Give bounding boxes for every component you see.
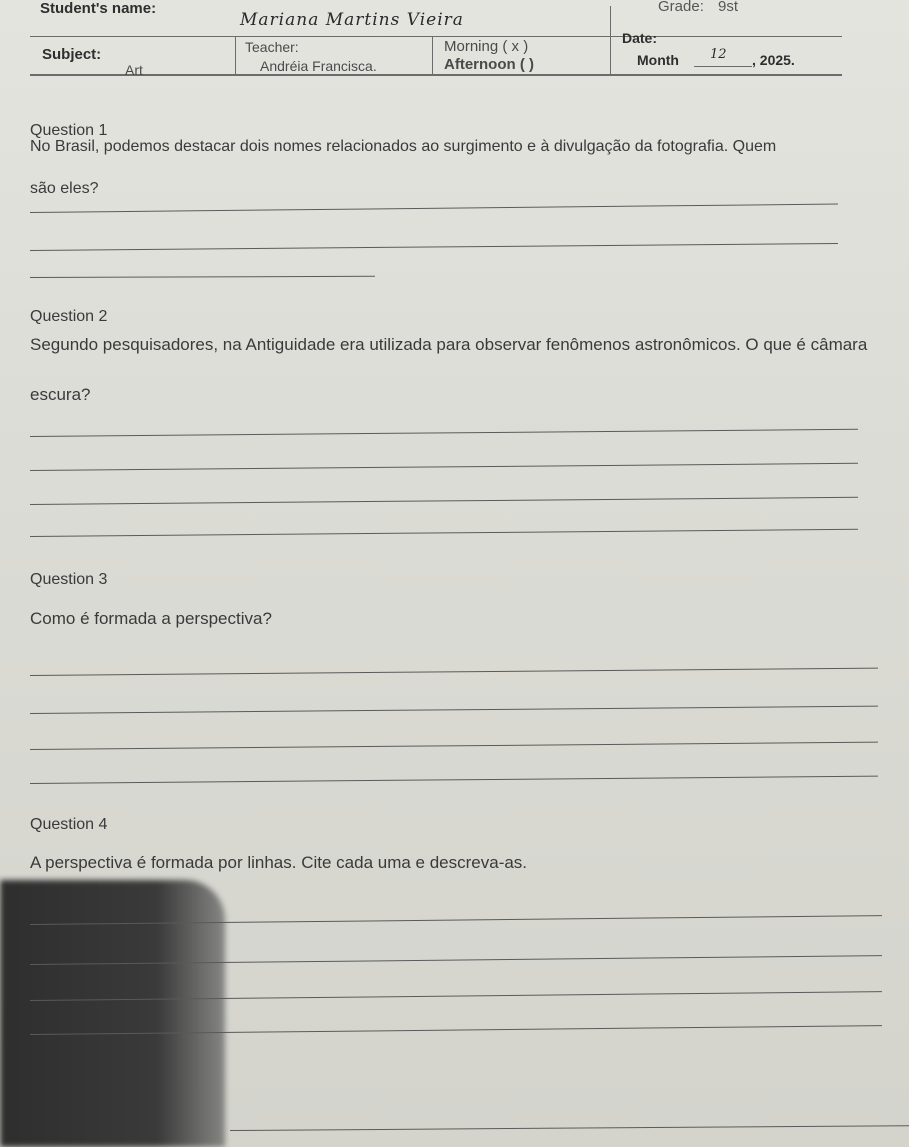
- answer-line-q3-2[interactable]: [30, 706, 878, 714]
- worksheet-header: [30, 0, 842, 76]
- answer-line-q2-2[interactable]: [30, 463, 858, 471]
- answer-line-q3-4[interactable]: [30, 776, 878, 784]
- photo-shadow: [0, 880, 225, 1147]
- month-label: Month: [637, 52, 679, 68]
- question-4-text: A perspectiva é formada por linhas. Cite cada uma e descreva-as.: [30, 853, 528, 872]
- month-underline: [694, 66, 752, 67]
- morning-option: Morning ( x ): [444, 38, 529, 55]
- teacher-value: Andréia Francisca.: [260, 58, 377, 74]
- question-1-title: Question 1: [30, 122, 108, 139]
- answer-line-q2-3[interactable]: [30, 497, 858, 505]
- answer-line-q1-3[interactable]: [30, 276, 375, 278]
- question-2-text: Segundo pesquisadores, na Antiguidade era utilizada para observar fenômenos astronômicos. O que é câmara escura?: [30, 335, 868, 404]
- header-divider-bottom: [30, 74, 842, 76]
- student-name-value: Mariana Martins Vieira: [240, 10, 464, 30]
- answer-line-q2-1[interactable]: [30, 429, 858, 437]
- question-2-title: Question 2: [30, 308, 108, 325]
- question-3-title: Question 3: [30, 571, 108, 588]
- answer-line-q2-4[interactable]: [30, 529, 858, 537]
- header-col-divider-2: [432, 36, 433, 74]
- grade-value: 9st: [718, 0, 739, 15]
- student-name-label: Student's name:: [40, 0, 157, 17]
- date-label: Date:: [622, 30, 658, 46]
- question-4-title: Question 4: [30, 816, 108, 833]
- answer-line-q3-1[interactable]: [30, 668, 878, 676]
- teacher-label: Teacher:: [245, 39, 299, 55]
- header-divider-top: [30, 36, 842, 37]
- answer-line-q4-5[interactable]: [230, 1125, 909, 1131]
- header-col-divider-3: [610, 6, 611, 74]
- grade-label: Grade:: [658, 0, 704, 15]
- header-col-divider-1: [235, 36, 236, 74]
- year-value: , 2025.: [752, 52, 795, 68]
- question-3-text: Como é formada a perspectiva?: [30, 609, 272, 628]
- subject-value: Art: [125, 62, 143, 78]
- subject-label: Subject:: [42, 46, 102, 63]
- answer-line-q3-3[interactable]: [30, 742, 878, 750]
- afternoon-option: Afternoon ( ): [444, 56, 534, 73]
- answer-line-q1-2[interactable]: [30, 243, 838, 251]
- month-value: 12: [710, 47, 727, 62]
- question-1-text: No Brasil, podemos destacar dois nomes relacionados ao surgimento e à divulgação da fotografia. Quem são eles?: [30, 138, 777, 197]
